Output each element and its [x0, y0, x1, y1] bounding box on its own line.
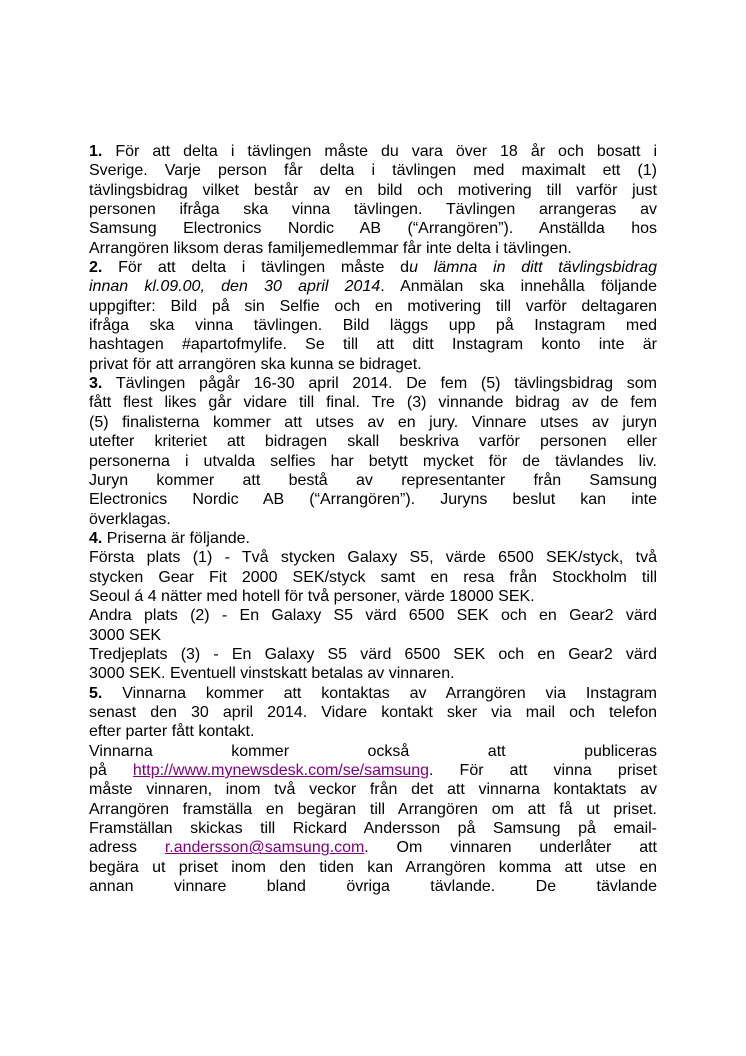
text-line: [89, 587, 657, 606]
text-segment: innan kl.09.00, den 30 april 2014: [89, 278, 381, 296]
text-line: [89, 161, 657, 180]
text-line: [89, 742, 657, 761]
text-line: [89, 239, 657, 258]
text-segment: begära ut priset inom den tiden kan Arrangören komma att utse en: [89, 858, 657, 876]
text-segment: stycken Gear Fit 2000 SEK/styck samt en resa från Stockholm till: [89, 568, 657, 586]
text-segment: privat för att arrangören ska kunna se bidraget.: [89, 355, 422, 373]
section-number: 2.: [89, 259, 103, 277]
text-line: [89, 510, 657, 529]
text-line: [89, 452, 657, 471]
text-line: [89, 819, 657, 838]
text-line: [89, 219, 657, 238]
text-line: [89, 645, 657, 664]
text-segment: Electronics Nordic AB (“Arrangören”). Juryns beslut kan inte: [89, 491, 657, 509]
text-line: [89, 722, 657, 741]
text-segment: u lämna in ditt tävlingsbidrag: [409, 259, 657, 277]
text-line: [89, 780, 657, 799]
text-segment: måste vinnaren, inom två veckor från det att vinnarna kontaktats av: [89, 781, 657, 799]
text-segment: Seoul á 4 nätter med hotell för två personer, värde 18000 SEK.: [89, 587, 535, 605]
document-page: [89, 142, 657, 896]
text-segment: adress: [89, 839, 165, 857]
text-line: [89, 471, 657, 490]
section-number: 5.: [89, 684, 103, 702]
text-segment: ifråga ska vinna tävlingen. Bild läggs upp på Instagram med: [89, 317, 657, 335]
text-segment: Andra plats (2) - En Galaxy S5 värd 6500 SEK och en Gear2 värd: [89, 607, 657, 625]
text-line: [89, 258, 657, 277]
text-segment: uppgifter: Bild på sin Selfie och en motivering till varför deltagaren: [89, 297, 657, 315]
text-line: [89, 626, 657, 645]
text-line: [89, 316, 657, 335]
text-segment: (5) finalisterna kommer att utses av en jury. Vinnare utses av juryn: [89, 413, 657, 431]
section-number: 4.: [89, 529, 103, 547]
text-line: [89, 664, 657, 683]
text-segment: på: [89, 762, 133, 779]
text-line: [89, 703, 657, 722]
text-line: [89, 297, 657, 316]
text-line: [89, 142, 657, 161]
text-segment: Sverige. Varje person får delta i tävlingen med maximalt ett (1): [89, 162, 657, 180]
text-segment: Första plats (1) - Två stycken Galaxy S5, värde 6500 SEK/styck, två: [89, 549, 657, 567]
text-line: [89, 335, 657, 354]
text-line: [89, 761, 657, 780]
text-segment: fått flest likes går vidare till final. Tre (3) vinnande bidrag av de fem: [89, 394, 657, 412]
section-number: 1.: [89, 143, 103, 160]
text-line: [89, 374, 657, 393]
text-line: [89, 529, 657, 548]
text-line: [89, 684, 657, 703]
text-segment: annan vinnare bland övriga tävlande. De tävlande: [89, 878, 657, 896]
text-line: [89, 277, 657, 296]
text-line: [89, 490, 657, 509]
section-number: 3.: [89, 375, 103, 393]
text-line: [89, 838, 657, 857]
text-line: [89, 432, 657, 451]
text-line: [89, 606, 657, 625]
text-segment: Arrangören liksom deras familjemedlemmar får inte delta i tävlingen.: [89, 239, 572, 257]
text-segment: För att delta i tävlingen måste du vara över 18 år och bosatt i: [102, 143, 657, 160]
text-segment: Juryn kommer att bestå av representanter från Samsung: [89, 471, 657, 489]
text-segment: tävlingsbidrag vilket består av en bild och motivering till varför just: [89, 181, 657, 199]
text-line: [89, 200, 657, 219]
text-segment: personerna i utvalda selfies har betytt mycket för de tävlandes liv.: [89, 452, 657, 470]
text-line: [89, 800, 657, 819]
text-segment: personen ifråga ska vinna tävlingen. Tävlingen arrangeras av: [89, 201, 657, 219]
text-segment: Arrangören framställa en begäran till Arrangören om att få ut priset.: [89, 800, 657, 818]
text-segment: Priserna är följande.: [102, 529, 250, 547]
text-segment: Framställan skickas till Rickard Andersson på Samsung på email-: [89, 820, 657, 838]
text-segment: . Om vinnaren underlåter att: [364, 839, 657, 857]
text-line: [89, 181, 657, 200]
text-line: [89, 355, 657, 374]
text-line: [89, 413, 657, 432]
text-segment: Tävlingen pågår 16-30 april 2014. De fem (5) tävlingsbidrag som: [102, 375, 657, 393]
text-line: [89, 548, 657, 567]
hyperlink[interactable]: r.andersson@samsung.com: [164, 839, 365, 857]
text-segment: Vinnarna kommer att kontaktas av Arrangören via Instagram: [102, 684, 657, 702]
text-line: [89, 858, 657, 877]
text-segment: Tredjeplats (3) - En Galaxy S5 värd 6500 SEK och en Gear2 värd: [89, 645, 657, 663]
text-segment: överklagas.: [89, 510, 171, 528]
text-segment: Samsung Electronics Nordic AB (“Arrangören”). Anställda hos: [89, 220, 657, 238]
text-line: [89, 877, 657, 896]
text-segment: senast den 30 april 2014. Vidare kontakt sker via mail och telefon: [89, 703, 657, 721]
text-segment: efter parter fått kontakt.: [89, 723, 255, 741]
text-segment: . Anmälan ska innehålla följande: [380, 278, 657, 296]
text-line: [89, 393, 657, 412]
text-segment: utefter kriteriet att bidragen skall beskriva varför personen eller: [89, 433, 657, 451]
text-line: [89, 568, 657, 587]
text-segment: 3000 SEK. Eventuell vinstskatt betalas av vinnaren.: [89, 665, 455, 683]
text-segment: 3000 SEK: [89, 626, 162, 644]
text-segment: Vinnarna kommer också att publiceras: [89, 742, 657, 760]
text-segment: För att delta i tävlingen måste d: [102, 259, 410, 277]
text-segment: hashtagen #apartofmylife. Se till att ditt Instagram konto inte är: [89, 336, 657, 354]
text-segment: . För att vinna priset: [429, 762, 657, 779]
hyperlink[interactable]: http://www.mynewsdesk.com/se/samsung: [132, 762, 430, 779]
